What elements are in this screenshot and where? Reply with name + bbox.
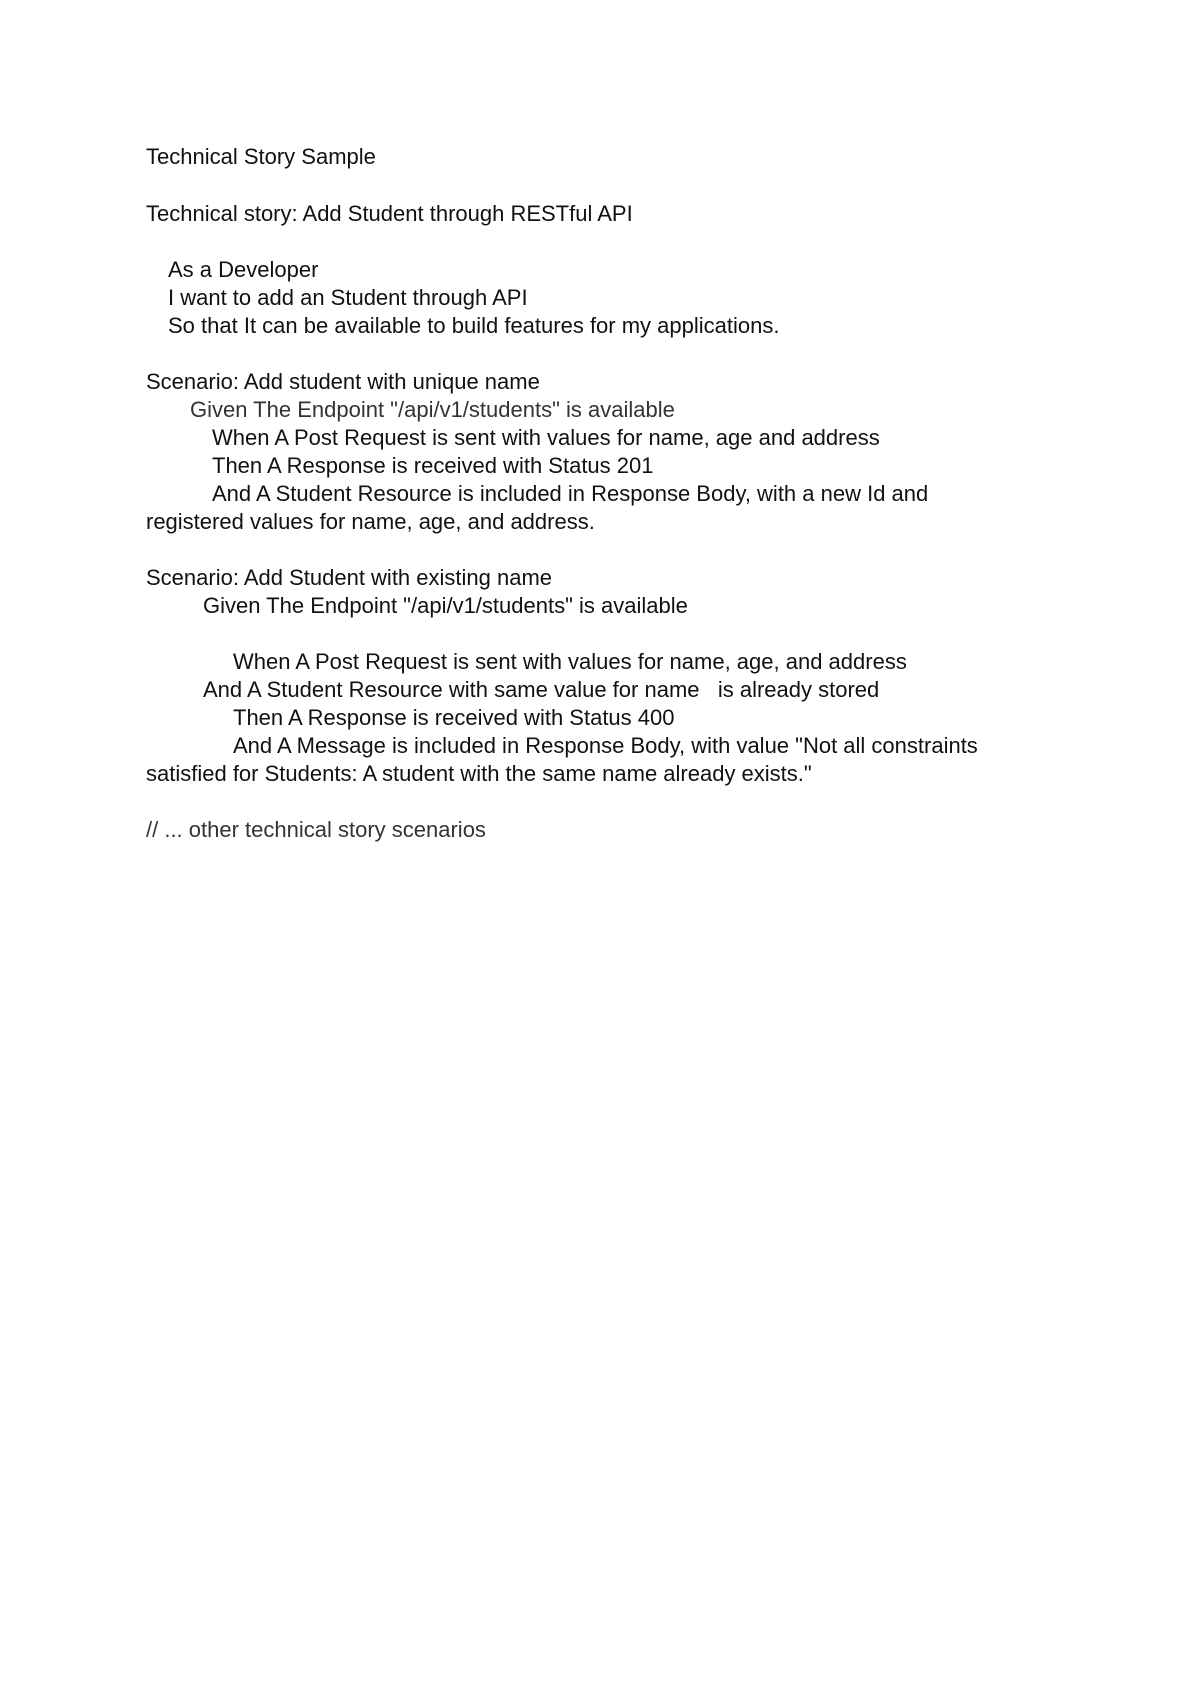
narrative-so-that: So that It can be available to build features for my applications. <box>168 313 780 338</box>
footer-comment: // ... other technical story scenarios <box>146 817 486 842</box>
scenario2-then: Then A Response is received with Status 400 <box>233 705 675 730</box>
narrative-want: I want to add an Student through API <box>168 285 528 310</box>
scenario2-when: When A Post Request is sent with values for name, age, and address <box>233 649 907 674</box>
scenario1-given: Given The Endpoint "/api/v1/students" is available <box>190 397 675 422</box>
story-heading: Technical story: Add Student through RESTful API <box>146 201 633 226</box>
scenario1-and-line2: registered values for name, age, and address. <box>146 509 595 534</box>
document-title: Technical Story Sample <box>146 144 376 169</box>
scenario2-given: Given The Endpoint "/api/v1/students" is available <box>203 593 688 618</box>
scenario2-and-line1: And A Message is included in Response Body, with value "Not all constraints <box>233 733 978 758</box>
scenario2-and-stored: And A Student Resource with same value for name is already stored <box>203 677 880 702</box>
scenario1-heading: Scenario: Add student with unique name <box>146 369 540 394</box>
scenario1-and-line1: And A Student Resource is included in Response Body, with a new Id and <box>212 481 929 506</box>
scenario1-then: Then A Response is received with Status 201 <box>212 453 654 478</box>
scenario2-and-line2: satisfied for Students: A student with the same name already exists." <box>146 761 812 786</box>
scenario2-heading: Scenario: Add Student with existing name <box>146 565 553 590</box>
narrative-as: As a Developer <box>168 257 319 282</box>
scenario1-when: When A Post Request is sent with values for name, age and address <box>212 425 880 450</box>
